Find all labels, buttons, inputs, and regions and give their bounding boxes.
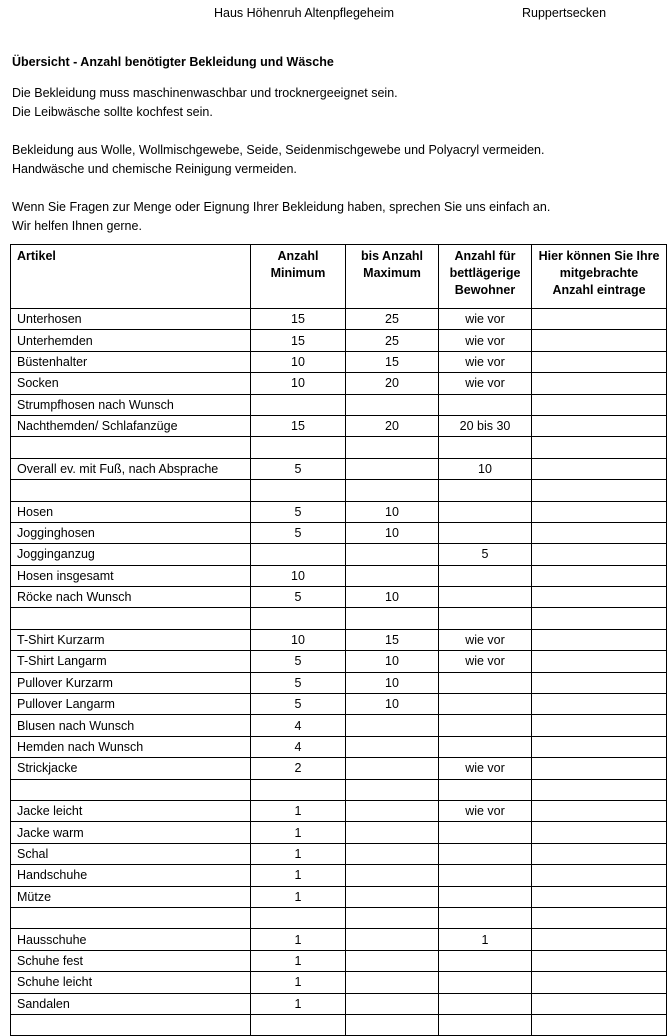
cell-article: Büstenhalter [11, 351, 251, 372]
table-row [11, 544, 667, 565]
cell-bedridden: wie vor [439, 629, 532, 650]
cell-article: Handschuhe [11, 865, 251, 886]
cell-own-count[interactable] [532, 480, 667, 501]
cell-article: Sandalen [11, 993, 251, 1014]
table-row [11, 608, 667, 629]
cell-article: Jogginghosen [11, 522, 251, 543]
cell-own-count[interactable] [532, 394, 667, 415]
cell-maximum [346, 993, 439, 1014]
cell-minimum: 10 [251, 565, 346, 586]
clothing-table [10, 244, 667, 1036]
table-row [11, 522, 667, 543]
cell-minimum [251, 394, 346, 415]
cell-bedridden: wie vor [439, 330, 532, 351]
cell-maximum: 15 [346, 629, 439, 650]
cell-bedridden: 10 [439, 458, 532, 479]
cell-maximum: 25 [346, 330, 439, 351]
table-row [11, 886, 667, 907]
cell-bedridden [439, 480, 532, 501]
cell-minimum: 10 [251, 373, 346, 394]
page-title: Übersicht - Anzahl benötigter Bekleidung und Wäsche [12, 55, 334, 69]
table-row [11, 779, 667, 800]
cell-own-count[interactable] [532, 437, 667, 458]
table-row [11, 822, 667, 843]
cell-own-count[interactable] [532, 779, 667, 800]
table-row [11, 587, 667, 608]
cell-minimum: 15 [251, 330, 346, 351]
table-row [11, 929, 667, 950]
cell-article: Nachthemden/ Schlafanzüge [11, 415, 251, 436]
cell-maximum [346, 736, 439, 757]
cell-own-count[interactable] [532, 373, 667, 394]
table-row [11, 993, 667, 1014]
cell-minimum: 1 [251, 822, 346, 843]
cell-bedridden [439, 522, 532, 543]
cell-article [11, 480, 251, 501]
cell-article: Overall ev. mit Fuß, nach Absprache [11, 458, 251, 479]
table-row [11, 865, 667, 886]
cell-article: Pullover Langarm [11, 694, 251, 715]
cell-article: Unterhemden [11, 330, 251, 351]
cell-own-count[interactable] [532, 800, 667, 821]
cell-minimum: 5 [251, 522, 346, 543]
cell-article: Pullover Kurzarm [11, 672, 251, 693]
table-row [11, 309, 667, 330]
cell-maximum [346, 608, 439, 629]
cell-own-count[interactable] [532, 587, 667, 608]
cell-article [11, 779, 251, 800]
cell-minimum: 5 [251, 672, 346, 693]
cell-article [11, 1014, 251, 1035]
cell-article: Röcke nach Wunsch [11, 587, 251, 608]
cell-article: Schal [11, 843, 251, 864]
cell-maximum [346, 843, 439, 864]
cell-maximum: 20 [346, 415, 439, 436]
cell-minimum: 15 [251, 309, 346, 330]
location-name: Ruppertsecken [522, 6, 607, 20]
cell-bedridden [439, 437, 532, 458]
cell-article: Hemden nach Wunsch [11, 736, 251, 757]
cell-minimum: 1 [251, 886, 346, 907]
cell-minimum: 10 [251, 351, 346, 372]
cell-bedridden: 20 bis 30 [439, 415, 532, 436]
cell-own-count[interactable] [532, 415, 667, 436]
cell-own-count[interactable] [532, 309, 667, 330]
cell-maximum: 10 [346, 522, 439, 543]
cell-minimum: 1 [251, 800, 346, 821]
cell-own-count[interactable] [532, 458, 667, 479]
cell-bedridden: wie vor [439, 758, 532, 779]
cell-own-count[interactable] [532, 330, 667, 351]
cell-own-count[interactable] [532, 950, 667, 971]
table-row [11, 565, 667, 586]
table-row [11, 1014, 667, 1035]
cell-own-count[interactable] [532, 865, 667, 886]
cell-maximum [346, 929, 439, 950]
cell-bedridden [439, 1014, 532, 1035]
paragraph-material-advice [12, 141, 544, 179]
paragraph-line: Handwäsche und chemische Reinigung vermeiden. [12, 162, 297, 176]
cell-article [11, 608, 251, 629]
cell-bedridden [439, 865, 532, 886]
table-row [11, 373, 667, 394]
paragraph-line: Wenn Sie Fragen zur Menge oder Eignung Ihrer Bekleidung haben, sprechen Sie uns einfach an. [12, 200, 551, 214]
paragraph-contact [12, 198, 550, 236]
table-row [11, 758, 667, 779]
header-minimum: Anzahl Minimum [251, 245, 346, 309]
cell-minimum [251, 1014, 346, 1035]
cell-bedridden: wie vor [439, 351, 532, 372]
cell-maximum [346, 458, 439, 479]
cell-minimum: 2 [251, 758, 346, 779]
cell-bedridden [439, 972, 532, 993]
cell-maximum: 10 [346, 587, 439, 608]
cell-minimum: 5 [251, 651, 346, 672]
cell-own-count[interactable] [532, 822, 667, 843]
cell-own-count[interactable] [532, 608, 667, 629]
cell-maximum [346, 886, 439, 907]
table-row [11, 437, 667, 458]
cell-maximum [346, 437, 439, 458]
cell-minimum: 1 [251, 993, 346, 1014]
cell-article: Jacke leicht [11, 800, 251, 821]
table-row [11, 972, 667, 993]
table-row [11, 843, 667, 864]
cell-article: Schuhe leicht [11, 972, 251, 993]
cell-bedridden [439, 950, 532, 971]
table-row [11, 501, 667, 522]
cell-article: Hosen [11, 501, 251, 522]
cell-own-count[interactable] [532, 886, 667, 907]
cell-maximum [346, 800, 439, 821]
cell-maximum [346, 822, 439, 843]
cell-bedridden [439, 736, 532, 757]
cell-bedridden [439, 672, 532, 693]
header-article: Artikel [11, 245, 251, 309]
header-bedridden: Anzahl für bettlägerige Bewohner [439, 245, 532, 309]
cell-minimum [251, 608, 346, 629]
cell-bedridden: wie vor [439, 373, 532, 394]
table-row [11, 480, 667, 501]
cell-bedridden: wie vor [439, 800, 532, 821]
cell-article: Jogginganzug [11, 544, 251, 565]
cell-maximum: 25 [346, 309, 439, 330]
cell-own-count[interactable] [532, 843, 667, 864]
cell-bedridden [439, 608, 532, 629]
table-body [11, 309, 667, 1036]
cell-maximum: 10 [346, 651, 439, 672]
paragraph-line: Wir helfen Ihnen gerne. [12, 219, 142, 233]
cell-own-count[interactable] [532, 715, 667, 736]
cell-minimum [251, 480, 346, 501]
cell-article: T-Shirt Langarm [11, 651, 251, 672]
cell-maximum [346, 950, 439, 971]
cell-minimum: 4 [251, 736, 346, 757]
cell-maximum [346, 565, 439, 586]
table-row [11, 351, 667, 372]
paragraph-line: Die Bekleidung muss maschinenwaschbar und trocknergeeignet sein. [12, 86, 398, 100]
cell-minimum [251, 779, 346, 800]
cell-own-count[interactable] [532, 694, 667, 715]
cell-article: Strickjacke [11, 758, 251, 779]
cell-bedridden [439, 715, 532, 736]
cell-minimum: 1 [251, 865, 346, 886]
table-row [11, 394, 667, 415]
cell-own-count[interactable] [532, 501, 667, 522]
cell-maximum [346, 544, 439, 565]
table-row [11, 415, 667, 436]
cell-minimum: 1 [251, 972, 346, 993]
cell-maximum [346, 394, 439, 415]
cell-article [11, 907, 251, 928]
cell-own-count[interactable] [532, 672, 667, 693]
cell-own-count[interactable] [532, 907, 667, 928]
cell-own-count[interactable] [532, 972, 667, 993]
table-row [11, 800, 667, 821]
cell-minimum: 5 [251, 458, 346, 479]
cell-article [11, 437, 251, 458]
cell-minimum: 10 [251, 629, 346, 650]
cell-article: Jacke warm [11, 822, 251, 843]
cell-bedridden [439, 565, 532, 586]
cell-maximum: 10 [346, 694, 439, 715]
cell-minimum: 5 [251, 501, 346, 522]
cell-article: Socken [11, 373, 251, 394]
cell-bedridden [439, 993, 532, 1014]
table-row [11, 736, 667, 757]
header-maximum: bis Anzahl Maximum [346, 245, 439, 309]
cell-bedridden [439, 394, 532, 415]
cell-article: Unterhosen [11, 309, 251, 330]
cell-article: Schuhe fest [11, 950, 251, 971]
table-row [11, 694, 667, 715]
cell-article: T-Shirt Kurzarm [11, 629, 251, 650]
cell-article: Blusen nach Wunsch [11, 715, 251, 736]
cell-bedridden [439, 587, 532, 608]
cell-maximum [346, 907, 439, 928]
cell-bedridden [439, 907, 532, 928]
cell-bedridden [439, 779, 532, 800]
cell-maximum: 15 [346, 351, 439, 372]
cell-own-count[interactable] [532, 736, 667, 757]
cell-bedridden: 5 [439, 544, 532, 565]
cell-maximum [346, 972, 439, 993]
home-name: Haus Höhenruh Altenpflegeheim [214, 6, 394, 20]
cell-maximum [346, 865, 439, 886]
cell-maximum: 20 [346, 373, 439, 394]
cell-minimum: 1 [251, 929, 346, 950]
cell-bedridden [439, 843, 532, 864]
cell-bedridden [439, 501, 532, 522]
cell-own-count[interactable] [532, 1014, 667, 1035]
cell-own-count[interactable] [532, 758, 667, 779]
cell-maximum [346, 779, 439, 800]
cell-maximum: 10 [346, 501, 439, 522]
table-row [11, 950, 667, 971]
cell-bedridden: wie vor [439, 309, 532, 330]
cell-bedridden: wie vor [439, 651, 532, 672]
cell-minimum [251, 437, 346, 458]
cell-bedridden [439, 886, 532, 907]
cell-own-count[interactable] [532, 993, 667, 1014]
table-row [11, 672, 667, 693]
cell-minimum: 1 [251, 950, 346, 971]
cell-maximum: 10 [346, 672, 439, 693]
cell-maximum [346, 1014, 439, 1035]
cell-article: Strumpfhosen nach Wunsch [11, 394, 251, 415]
cell-bedridden [439, 694, 532, 715]
cell-minimum: 5 [251, 587, 346, 608]
table-header-row [11, 245, 667, 309]
cell-article: Hosen insgesamt [11, 565, 251, 586]
cell-own-count[interactable] [532, 351, 667, 372]
table-row [11, 715, 667, 736]
cell-own-count[interactable] [532, 629, 667, 650]
cell-maximum [346, 715, 439, 736]
cell-bedridden: 1 [439, 929, 532, 950]
cell-minimum: 1 [251, 843, 346, 864]
cell-article: Mütze [11, 886, 251, 907]
cell-bedridden [439, 822, 532, 843]
table-row [11, 458, 667, 479]
cell-own-count[interactable] [532, 651, 667, 672]
cell-article: Hausschuhe [11, 929, 251, 950]
paragraph-line: Bekleidung aus Wolle, Wollmischgewebe, Seide, Seidenmischgewebe und Polyacryl vermeiden. [12, 143, 545, 157]
table-row [11, 330, 667, 351]
cell-minimum [251, 907, 346, 928]
cell-minimum: 5 [251, 694, 346, 715]
cell-own-count[interactable] [532, 544, 667, 565]
cell-minimum: 15 [251, 415, 346, 436]
cell-maximum [346, 758, 439, 779]
cell-maximum [346, 480, 439, 501]
paragraph-line: Die Leibwäsche sollte kochfest sein. [12, 105, 213, 119]
paragraph-care-requirements [12, 84, 398, 122]
cell-own-count[interactable] [532, 929, 667, 950]
table-row [11, 907, 667, 928]
cell-own-count[interactable] [532, 565, 667, 586]
header-own-count: Hier können Sie Ihre mitgebrachte Anzahl eintrage [532, 245, 667, 309]
table-row [11, 629, 667, 650]
cell-minimum [251, 544, 346, 565]
cell-own-count[interactable] [532, 522, 667, 543]
table-row [11, 651, 667, 672]
cell-minimum: 4 [251, 715, 346, 736]
